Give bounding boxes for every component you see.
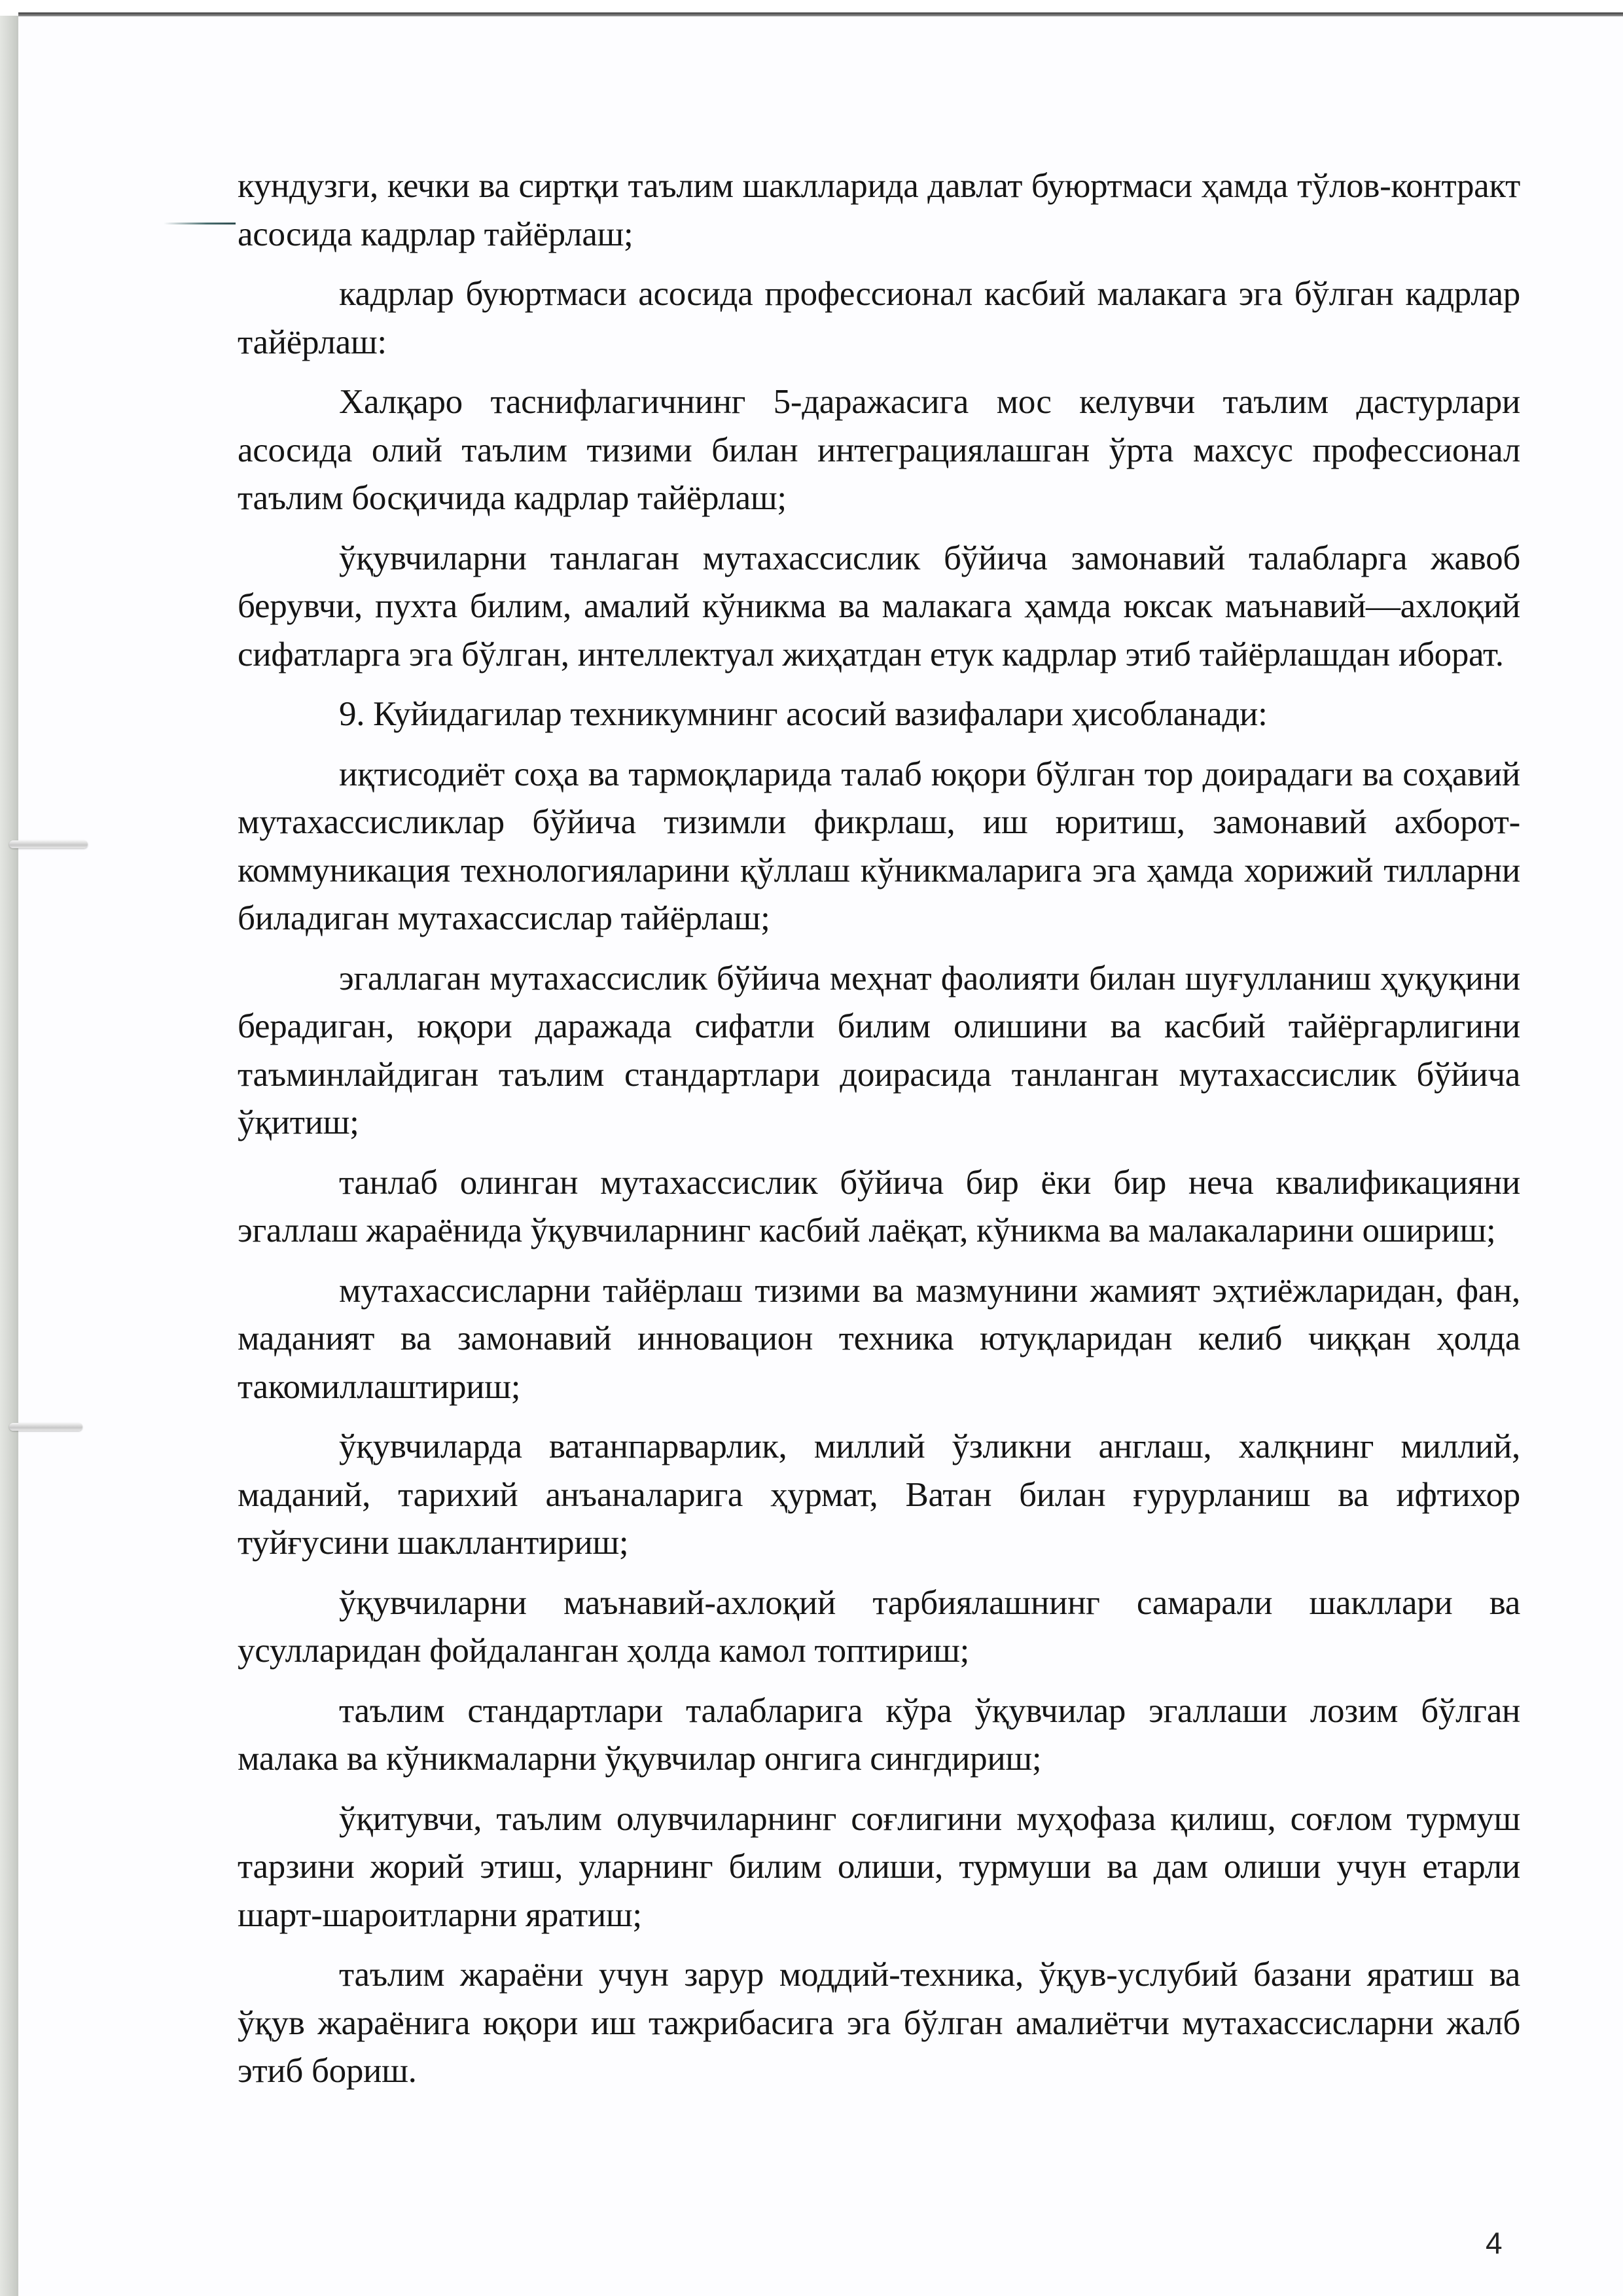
paragraph: таълим жараёни учун зарур моддий-техника, ўқув-услубий базани яратиш ва ўқув жараёнига юқори иш тажрибасига эга бўлган амалиётчи мутахассисларни жалб этиб бориш.: [238, 1956, 1520, 2090]
document-body: [238, 162, 1520, 2108]
pen-mark: [164, 223, 236, 224]
paragraph: танлаб олинган мутахассислик бўйича бир ёки бир неча квалификацияни эгаллаш жараёнида ўқувчиларнинг касбий лаёқат, кўникма ва малакаларини ошириш;: [238, 1163, 1520, 1249]
scan-background-top: [0, 0, 1623, 13]
paragraph: иқтисодиёт соҳа ва тармоқларида талаб юқори бўлган тор доирадаги ва соҳавий мутахассисликлар бўйича тизимли фикрлаш, иш юритиш, замонавий ахборот-коммуникация технологияларини қўллаш кўникмаларига эга ҳамда хорижий тилларни биладиган мутахассислар тайёрлаш;: [238, 755, 1520, 937]
binding-staple-icon: [9, 840, 88, 848]
paragraph: ўқитувчи, таълим олувчиларнинг соғлигини муҳофаза қилиш, соғлом турмуш тарзини жорий этиш, уларнинг билим олиши, турмуши ва дам олиши учун етарли шарт-шароитларни яратиш;: [238, 1799, 1520, 1934]
paragraph: ўқувчиларда ватанпарварлик, миллий ўзликни англаш, халқнинг миллий, маданий, тарихий анъаналарига ҳурмат, Ватан билан ғурурланиш ва ифтихор туйғусини шакллантириш;: [238, 1427, 1520, 1562]
section-heading-9: 9. Куйидагилар техникумнинг асосий вазифалари ҳисобланади:: [339, 695, 1268, 733]
paragraph: мутахассисларни тайёрлаш тизими ва мазмунини жамият эҳтиёжларидан, фан, маданият ва замонавий инновацион техника ютуқларидан келиб чиққан ҳолда такомиллаштириш;: [238, 1271, 1520, 1406]
paragraph: Халқаро таснифлагичнинг 5-даражасига мос келувчи таълим дастурлари асосида олий таълим тизими билан интеграциялашган ўрта махсус профессионал таълим босқичида кадрлар тайёрлаш;: [238, 383, 1520, 517]
page-top-edge: [18, 12, 1623, 16]
paragraph: таълим стандартлари талабларига кўра ўқувчилар эгаллаши лозим бўлган малака ва кўникмаларни ўқувчилар онгига сингдириш;: [238, 1691, 1520, 1778]
paragraph: ўқувчиларни маънавий-ахлоқий тарбиялашнинг самарали шакллари ва усулларидан фойдаланган ҳолда камол топтириш;: [238, 1583, 1520, 1670]
paragraph: эгаллаган мутахассислик бўйича меҳнат фаолияти билан шуғулланиш ҳуқуқини берадиган, юқори даражада сифатли билим олишини ва касбий тайёргарлигини таъминлайдиган таълим стандартлари доирасида танланган мутахассислик бўйича ўқитиш;: [238, 959, 1520, 1141]
paragraph: ўқувчиларни танлаган мутахассислик бўйича замонавий талабларга жавоб берувчи, пухта билим, амалий кўникма ва малакага ҳамда юксак маънавий—ахлоқий сифатларга эга бўлган, интеллектуал жиҳатдан етук кадрлар этиб тайёрлашдан иборат.: [238, 539, 1520, 673]
binding-strip: [0, 16, 18, 2296]
paragraph: кадрлар буюртмаси асосида профессионал касбий малакага эга бўлган кадрлар тайёрлаш:: [238, 275, 1520, 361]
binding-staple-icon: [9, 1423, 82, 1431]
page-number: 4: [1486, 2226, 1503, 2260]
paragraph: кундузги, кечки ва сиртқи таълим шаклларида давлат буюртмаси ҳамда тўлов-контракт асосида кадрлар тайёрлаш;: [238, 167, 1520, 253]
